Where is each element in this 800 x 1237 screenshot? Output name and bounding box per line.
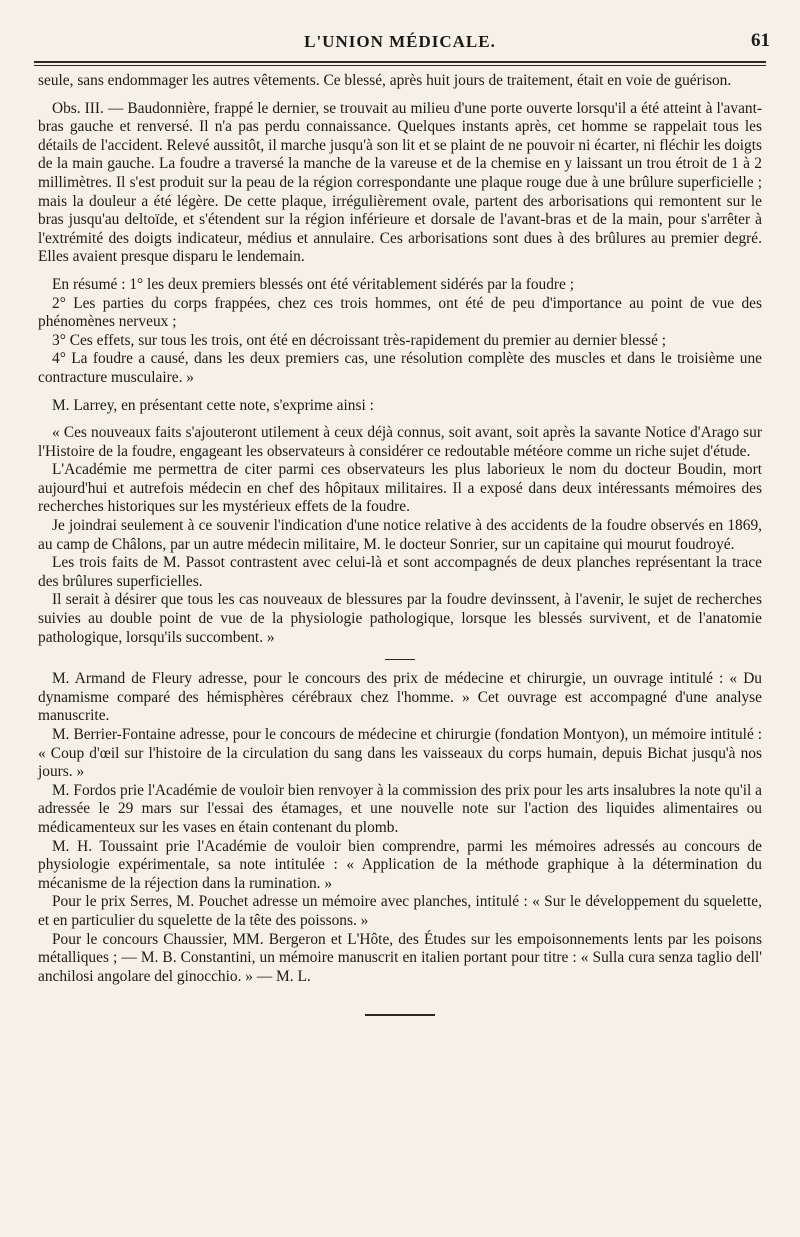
paragraph-desire: Il serait à désirer que tous les cas nouveaux de blessures par la foudre devinssent, à l'avenir, le sujet de recherches suivies au double point de vue de la physiologie pathologique, lorsque les blessés survivent, et de l'anatomie pathologique, lorsqu'ils succombent. »	[38, 591, 762, 646]
paragraph-fleury: M. Armand de Fleury adresse, pour le concours des prix de médecine et chirurgie, un ouvrage intitulé : « Du dynamisme comparé des hémisphères cérébraux chez l'homme. » Cet ouvrage est accompagné d'une analyse manuscrite.	[38, 670, 762, 725]
paragraph-larrey-intro: M. Larrey, en présentant cette note, s'exprime ainsi :	[52, 396, 374, 414]
running-title: L'UNION MÉDICALE.	[304, 32, 496, 51]
paragraph-summary-3: 3° Ces effets, sur tous les trois, ont été en décroissant très-rapidement du premier au dernier blessé ;	[52, 331, 667, 349]
paragraph-toussaint: M. H. Toussaint prie l'Académie de vouloir bien comprendre, parmi les mémoires adressés au concours de physiologie expérimentale, sa note intitulée : « Application de la méthode graphique à la détermination du mécanisme de la réjection dans la rumination. »	[38, 837, 762, 892]
body-text	[38, 72, 762, 1016]
paragraph-summary-4: 4° La foudre a causé, dans les deux premiers cas, une résolution complète des muscles et dans le troisième une contracture musculaire. »	[38, 350, 762, 386]
page-number: 61	[751, 30, 770, 51]
end-rule	[365, 1014, 435, 1016]
page-header	[30, 26, 770, 60]
paragraph-passot: Les trois faits de M. Passot contrastent avec celui-là et sont accompagnés de deux planches représentant la trace des brûlures superficielles.	[38, 554, 762, 590]
paragraph-summary-2: 2° Les parties du corps frappées, chez ces trois hommes, ont été de peu d'importance au point de vue des phénomènes nerveux ;	[38, 294, 762, 331]
header-rule	[34, 61, 766, 63]
paragraph-pouchet: Pour le prix Serres, M. Pouchet adresse un mémoire avec planches, intitulé : « Sur le développement du squelette, et en particulier du squelette de la tête des poissons. »	[38, 893, 762, 929]
paragraph-fordos: M. Fordos prie l'Académie de vouloir bien renvoyer à la commission des prix pour les arts insalubres la note qu'il a adressée le 29 mars sur l'essai des étamages, et une nouvelle note sur l'action des liquides alimentaires ou médicamenteux sur les vases en étain contenant du plomb.	[38, 781, 762, 836]
paragraph-larrey-quote: « Ces nouveaux faits s'ajouteront utilement à ceux déjà connus, soit avant, soit après la savante Notice d'Arago sur l'Histoire de la foudre, engageant les observateurs à considérer ce redoutable météore comme un riche sujet d'étude.	[38, 424, 762, 460]
paragraph-boudin: L'Académie me permettra de citer parmi ces observateurs les plus laborieux le nom du docteur Boudin, mort aujourd'hui et autrefois médecin en chef des hôpitaux militaires. Il a exposé dans deux intéressants mémoires des recherches historiques sur les mystérieux effets de la foudre.	[38, 461, 762, 516]
paragraph-summary: En résumé : 1° les deux premiers blessés ont été véritablement sidérés par la foudre ;	[52, 275, 574, 293]
header-rule-thin	[34, 65, 766, 66]
paragraph-berrier: M. Berrier-Fontaine adresse, pour le concours de médecine et chirurgie (fondation Montyon), un mémoire intitulé : « Coup d'œil sur l'histoire de la circulation du sang dans les vaisseaux du corps humain, depuis Bichat jusqu'à nos jours. »	[38, 726, 762, 781]
paragraph-continuation: seule, sans endommager les autres vêtements. Ce blessé, après huit jours de traitement, était en voie de guérison.	[38, 72, 732, 89]
paragraph-chaussier: Pour le concours Chaussier, MM. Bergeron et L'Hôte, des Études sur les empoisonnements lents par les poisons métalliques ; — M. B. Constantini, un mémoire manuscrit en italien portant pour titre : « Sulla cura senza taglio dell' anchilosi angolare del ginocchio. » — M. L.	[38, 930, 762, 985]
paragraph-sonrier: Je joindrai seulement à ce souvenir l'indication d'une notice relative à des accidents de la foudre observés en 1869, au camp de Châlons, par un autre médecin militaire, M. le docteur Sonrier, sur un capitaine qui mourut foudroyé.	[38, 517, 762, 553]
paragraph-obs-3: Obs. III. — Baudonnière, frappé le dernier, se trouvait au milieu d'une porte ouverte lorsqu'il a été atteint à l'avant-bras gauche et renversé. Il n'a pas perdu connaissance. Quelques instants après, cet homme se rappelait tous les détails de l'accident. Relevé aussitôt, il marche jusqu'à son lit et se plaint de ne pouvoir ni écarter, ni fléchir les doigts de la main gauche. La foudre a traversé la manche de la vareuse et de la chemise en y laissant un trou étroit de 1 à 2 millimètres. Il s'est produit sur la peau de la région correspondante une plaque rouge due à une brûlure superficielle ; mais la douleur a été légère. De cette plaque, irrégulièrement ovale, partent des arborisations qui remontent sur le bras jusqu'au deltoïde, et s'étendent sur la région inférieure et dorsale de l'avant-bras et de la main, pour s'arrêter à l'extrémité des doigts indicateur, médius et annulaire. Ces arborisations sont dues à des brûlures au premier degré. Elles avaient presque disparu le lendemain.	[38, 99, 762, 266]
section-separator	[385, 659, 415, 660]
